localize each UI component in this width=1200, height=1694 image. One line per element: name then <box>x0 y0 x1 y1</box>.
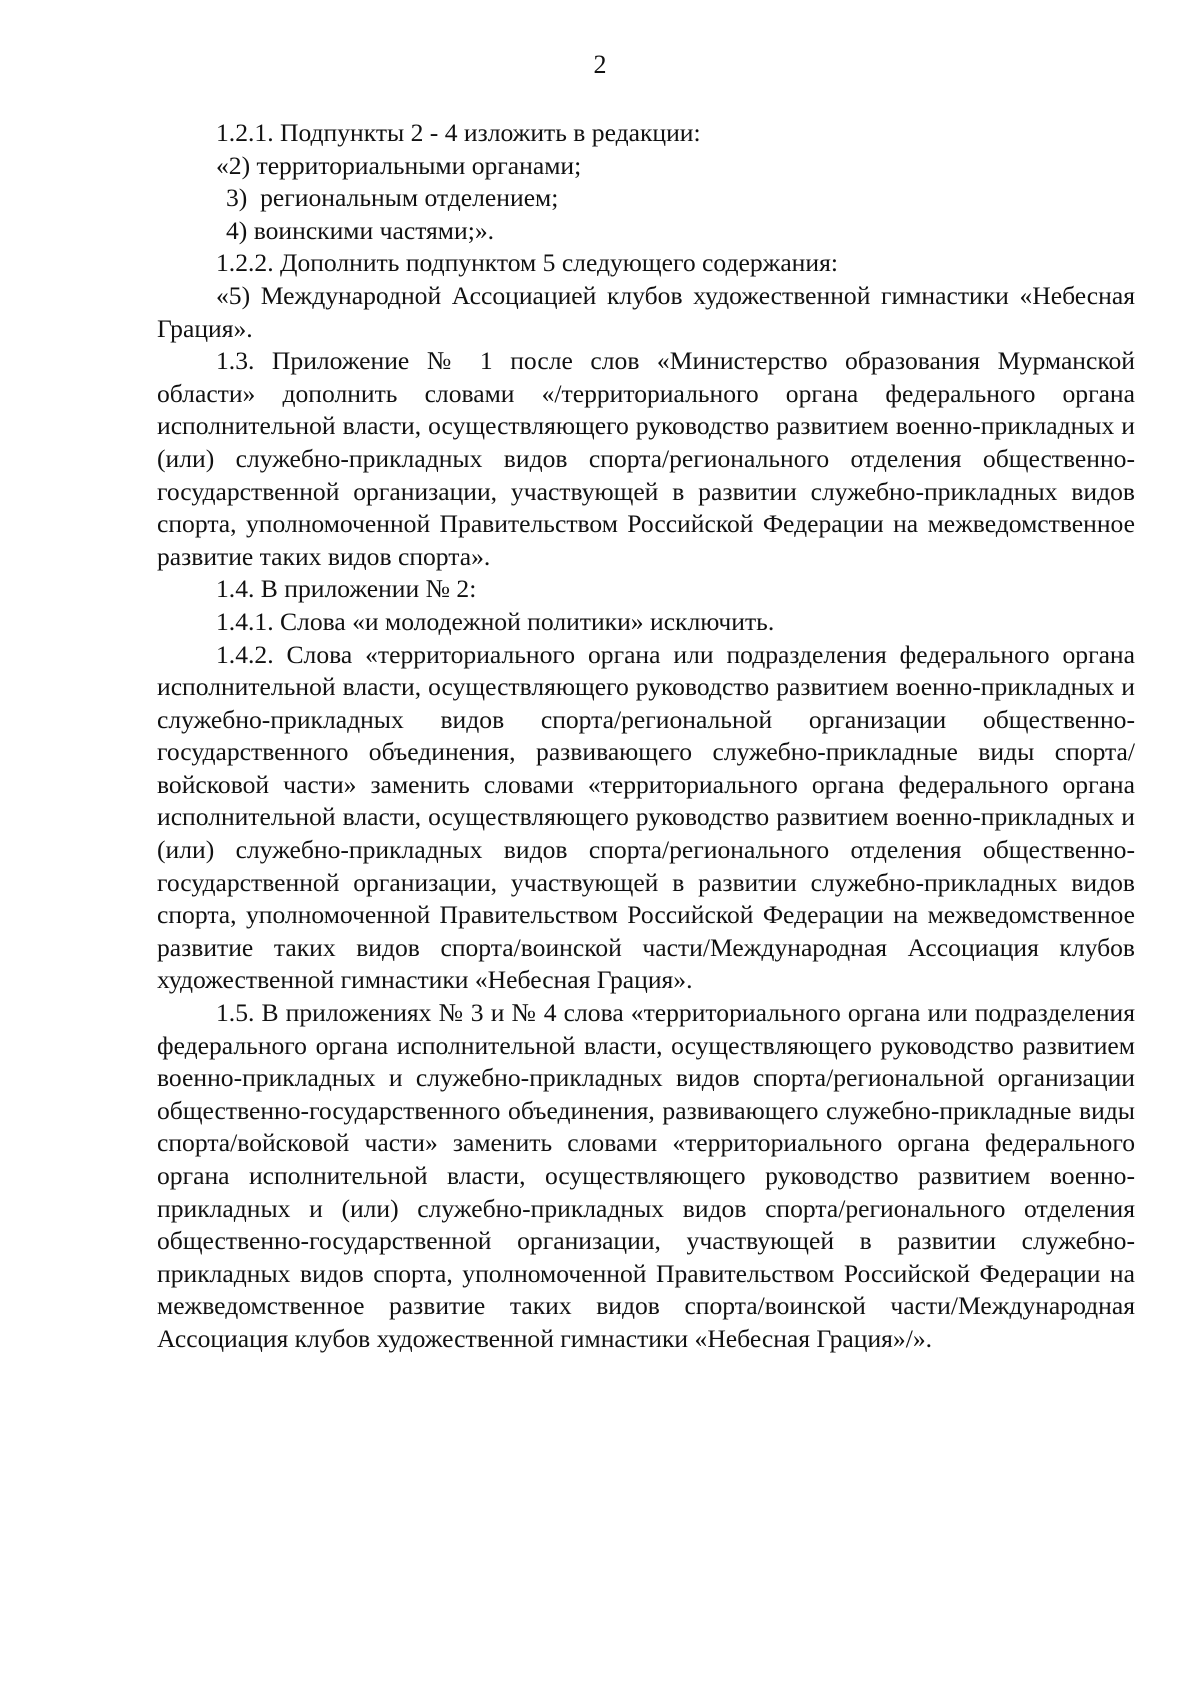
list-item-4: 4) воинскими частями;». <box>226 215 495 245</box>
list-item-2: «2) территориальными органами; <box>216 150 582 180</box>
paragraph-1-4: 1.4. В приложении № 2: <box>216 574 477 604</box>
paragraph-1-3: 1.3. Приложение № 1 после слов «Министерство образования Мурманской области» дополнить словами «/территориального органа федерального органа исполнительной власти, осуществляющего руководство развитием военно-прикладных и (или) служебно-прикладных видов спорта/регионального отделения общественно-государственной организации, участвующей в развитии служебно-прикладных видов спорта, уполномоченной Правительством Российской Федерации на межведомственное развитие таких видов спорта». <box>157 346 1135 571</box>
paragraph-1-5: 1.5. В приложениях № 3 и № 4 слова «территориального органа или подразделения федерального органа исполнительной власти, осуществляющего руководство развитием военно-прикладных и служебно-прикладных видов спорта/региональной организации общественно-государственного объединения, развивающего служебно-прикладные виды спорта/войсковой части» заменить словами «территориального органа федерального органа исполнительной власти, осуществляющего руководство развитием военно-прикладных и (или) служебно-прикладных видов спорта/регионального отделения общественно-государственной организации, участвующей в развитии служебно-прикладных видов спорта, уполномоченной Правительством Российской Федерации на межведомственное развитие таких видов спорта/воинской части/Международная Ассоциация клубов художественной гимнастики «Небесная Грация»/». <box>157 998 1135 1353</box>
paragraph-1-2-2: 1.2.2. Дополнить подпунктом 5 следующего содержания: <box>216 248 838 278</box>
document-body <box>157 117 1135 1356</box>
paragraph-1-2-1: 1.2.1. Подпункты 2 - 4 изложить в редакции: <box>216 118 701 147</box>
list-item-5: «5) Международной Ассоциацией клубов художественной гимнастики «Небесная Грация». <box>157 280 1135 343</box>
paragraph-1-4-2: 1.4.2. Слова «территориального органа или подразделения федерального органа исполнительной власти, осуществляющего руководство развитием военно-прикладных и служебно-прикладных видов спорта/региональной организации общественно-государственного объединения, развивающего служебно-прикладные виды спорта/войсковой части» заменить словами «территориального органа федерального органа исполнительной власти, осуществляющего руководство развитием военно-прикладных и (или) служебно-прикладных видов спорта/регионального отделения общественно-государственной организации, участвующей в развитии служебно-прикладных видов спорта, уполномоченной Правительством Российской Федерации на межведомственное развитие таких видов спорта/воинской части/Международная Ассоциация клубов художественной гимнастики «Небесная Грация». <box>157 639 1135 995</box>
paragraph-1-4-1: 1.4.1. Слова «и молодежной политики» исключить. <box>216 606 775 636</box>
list-item-3: 3) региональным отделением; <box>226 183 559 213</box>
page-number: 2 <box>593 50 607 79</box>
